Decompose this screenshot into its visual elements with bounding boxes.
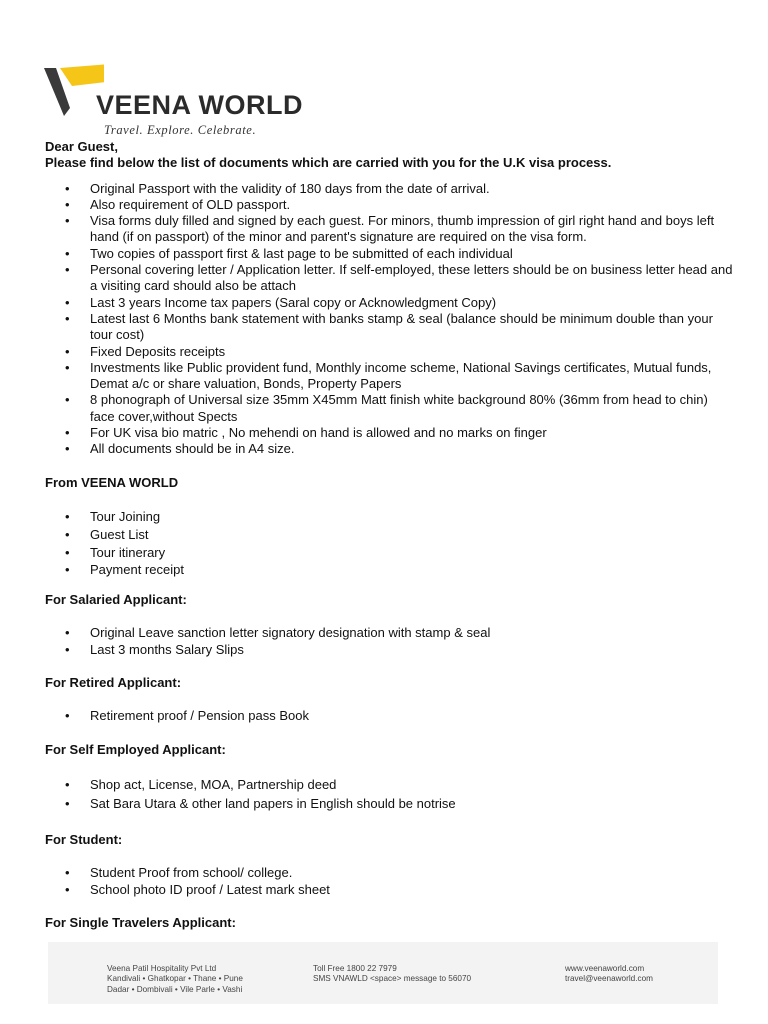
- list-item: • Last 3 years Income tax papers (Saral copy or Acknowledgment Copy): [45, 295, 735, 311]
- section-self-employed: [45, 742, 735, 814]
- section-list: [45, 625, 735, 658]
- list-item: • Sat Bara Utara & other land papers in English should be notrise: [45, 794, 735, 814]
- section-heading: For Student:: [45, 831, 123, 847]
- section-single-travelers: [45, 915, 735, 931]
- footer-contact-block: [313, 964, 471, 985]
- list-item: • Personal covering letter / Application letter. If self-employed, these letters should be on business letter head and a visiting card should also be attach: [45, 262, 735, 295]
- document-body: [45, 139, 735, 931]
- veena-world-logo: [44, 64, 306, 140]
- list-item: • Investments like Public provident fund, Monthly income scheme, National Savings certificates, Mutual funds, Demat a/c or share valuation, Bonds, Property Papers: [45, 360, 735, 393]
- branch-list: Dadar • Dombivali • Vile Parle • Vashi: [107, 984, 243, 994]
- logo-mark-icon: [44, 64, 104, 116]
- sms-info: SMS VNAWLD <space> message to 56070: [313, 974, 472, 984]
- toll-free-number: Toll Free 1800 22 7979: [313, 964, 397, 973]
- list-item: • All documents should be in A4 size.: [45, 441, 735, 457]
- section-list: [45, 708, 735, 724]
- section-student: [45, 832, 735, 898]
- section-heading: For Retired Applicant:: [45, 675, 182, 691]
- list-item: • For UK visa bio matric , No mehendi on hand is allowed and no marks on finger: [45, 425, 735, 441]
- list-item: • Visa forms duly filled and signed by each guest. For minors, thumb impression of girl right hand and boys left hand (if on passport) of the minor and parent's signature are required on the visa form.: [45, 213, 735, 246]
- list-item: • 8 phonograph of Universal size 35mm X45mm Matt finish white background 80% (36mm from head to chin) face cover,without Spects: [45, 392, 735, 425]
- footer-web-block: [565, 964, 653, 985]
- section-heading: For Salaried Applicant:: [45, 592, 187, 608]
- logo-tagline: Travel. Explore. Celebrate.: [104, 123, 257, 137]
- letterhead-footer: [48, 942, 718, 1004]
- list-item: • Original Leave sanction letter signatory designation with stamp & seal: [45, 625, 735, 641]
- list-item: • Also requirement of OLD passport.: [45, 197, 735, 213]
- list-item: • Tour Joining: [45, 508, 735, 526]
- list-item: • Tour itinerary: [45, 544, 735, 562]
- list-item: • Student Proof from school/ college.: [45, 865, 735, 881]
- logo-brand: VEENA WORLD: [96, 90, 303, 120]
- branch-list: Kandivali • Ghatkopar • Thane • Pune: [107, 974, 243, 984]
- section-salaried: [45, 592, 735, 658]
- section-list: [45, 865, 735, 898]
- list-item: • Fixed Deposits receipts: [45, 344, 735, 360]
- list-item: • Guest List: [45, 526, 735, 544]
- section-veena-world: [45, 475, 735, 579]
- footer-company-block: [107, 964, 243, 995]
- company-name: Veena Patil Hospitality Pvt Ltd: [107, 964, 217, 973]
- list-item: • Latest last 6 Months bank statement with banks stamp & seal (balance should be minimum double than your tour cost): [45, 311, 735, 344]
- section-heading: From VEENA WORLD: [45, 474, 179, 490]
- section-retired: [45, 675, 735, 725]
- list-item: • Last 3 months Salary Slips: [45, 642, 735, 658]
- list-item: • Two copies of passport first & last page to be submitted of each individual: [45, 246, 735, 262]
- greeting: Dear Guest,: [45, 139, 118, 154]
- section-list: [45, 775, 735, 814]
- list-item: • Payment receipt: [45, 561, 735, 579]
- list-item: • School photo ID proof / Latest mark sheet: [45, 882, 735, 898]
- list-item: • Retirement proof / Pension pass Book: [45, 708, 735, 724]
- section-list: [45, 508, 735, 579]
- list-item: • Shop act, License, MOA, Partnership deed: [45, 775, 735, 795]
- intro-text: Please find below the list of documents which are carried with you for the U.K visa process.: [45, 155, 612, 171]
- section-heading: For Self Employed Applicant:: [45, 741, 226, 757]
- section-heading: For Single Travelers Applicant:: [45, 914, 236, 930]
- website-link[interactable]: www.veenaworld.com: [565, 964, 645, 973]
- document-list: [45, 181, 735, 458]
- list-item: • Original Passport with the validity of 180 days from the date of arrival.: [45, 181, 735, 197]
- email-link[interactable]: travel@veenaworld.com: [565, 974, 653, 984]
